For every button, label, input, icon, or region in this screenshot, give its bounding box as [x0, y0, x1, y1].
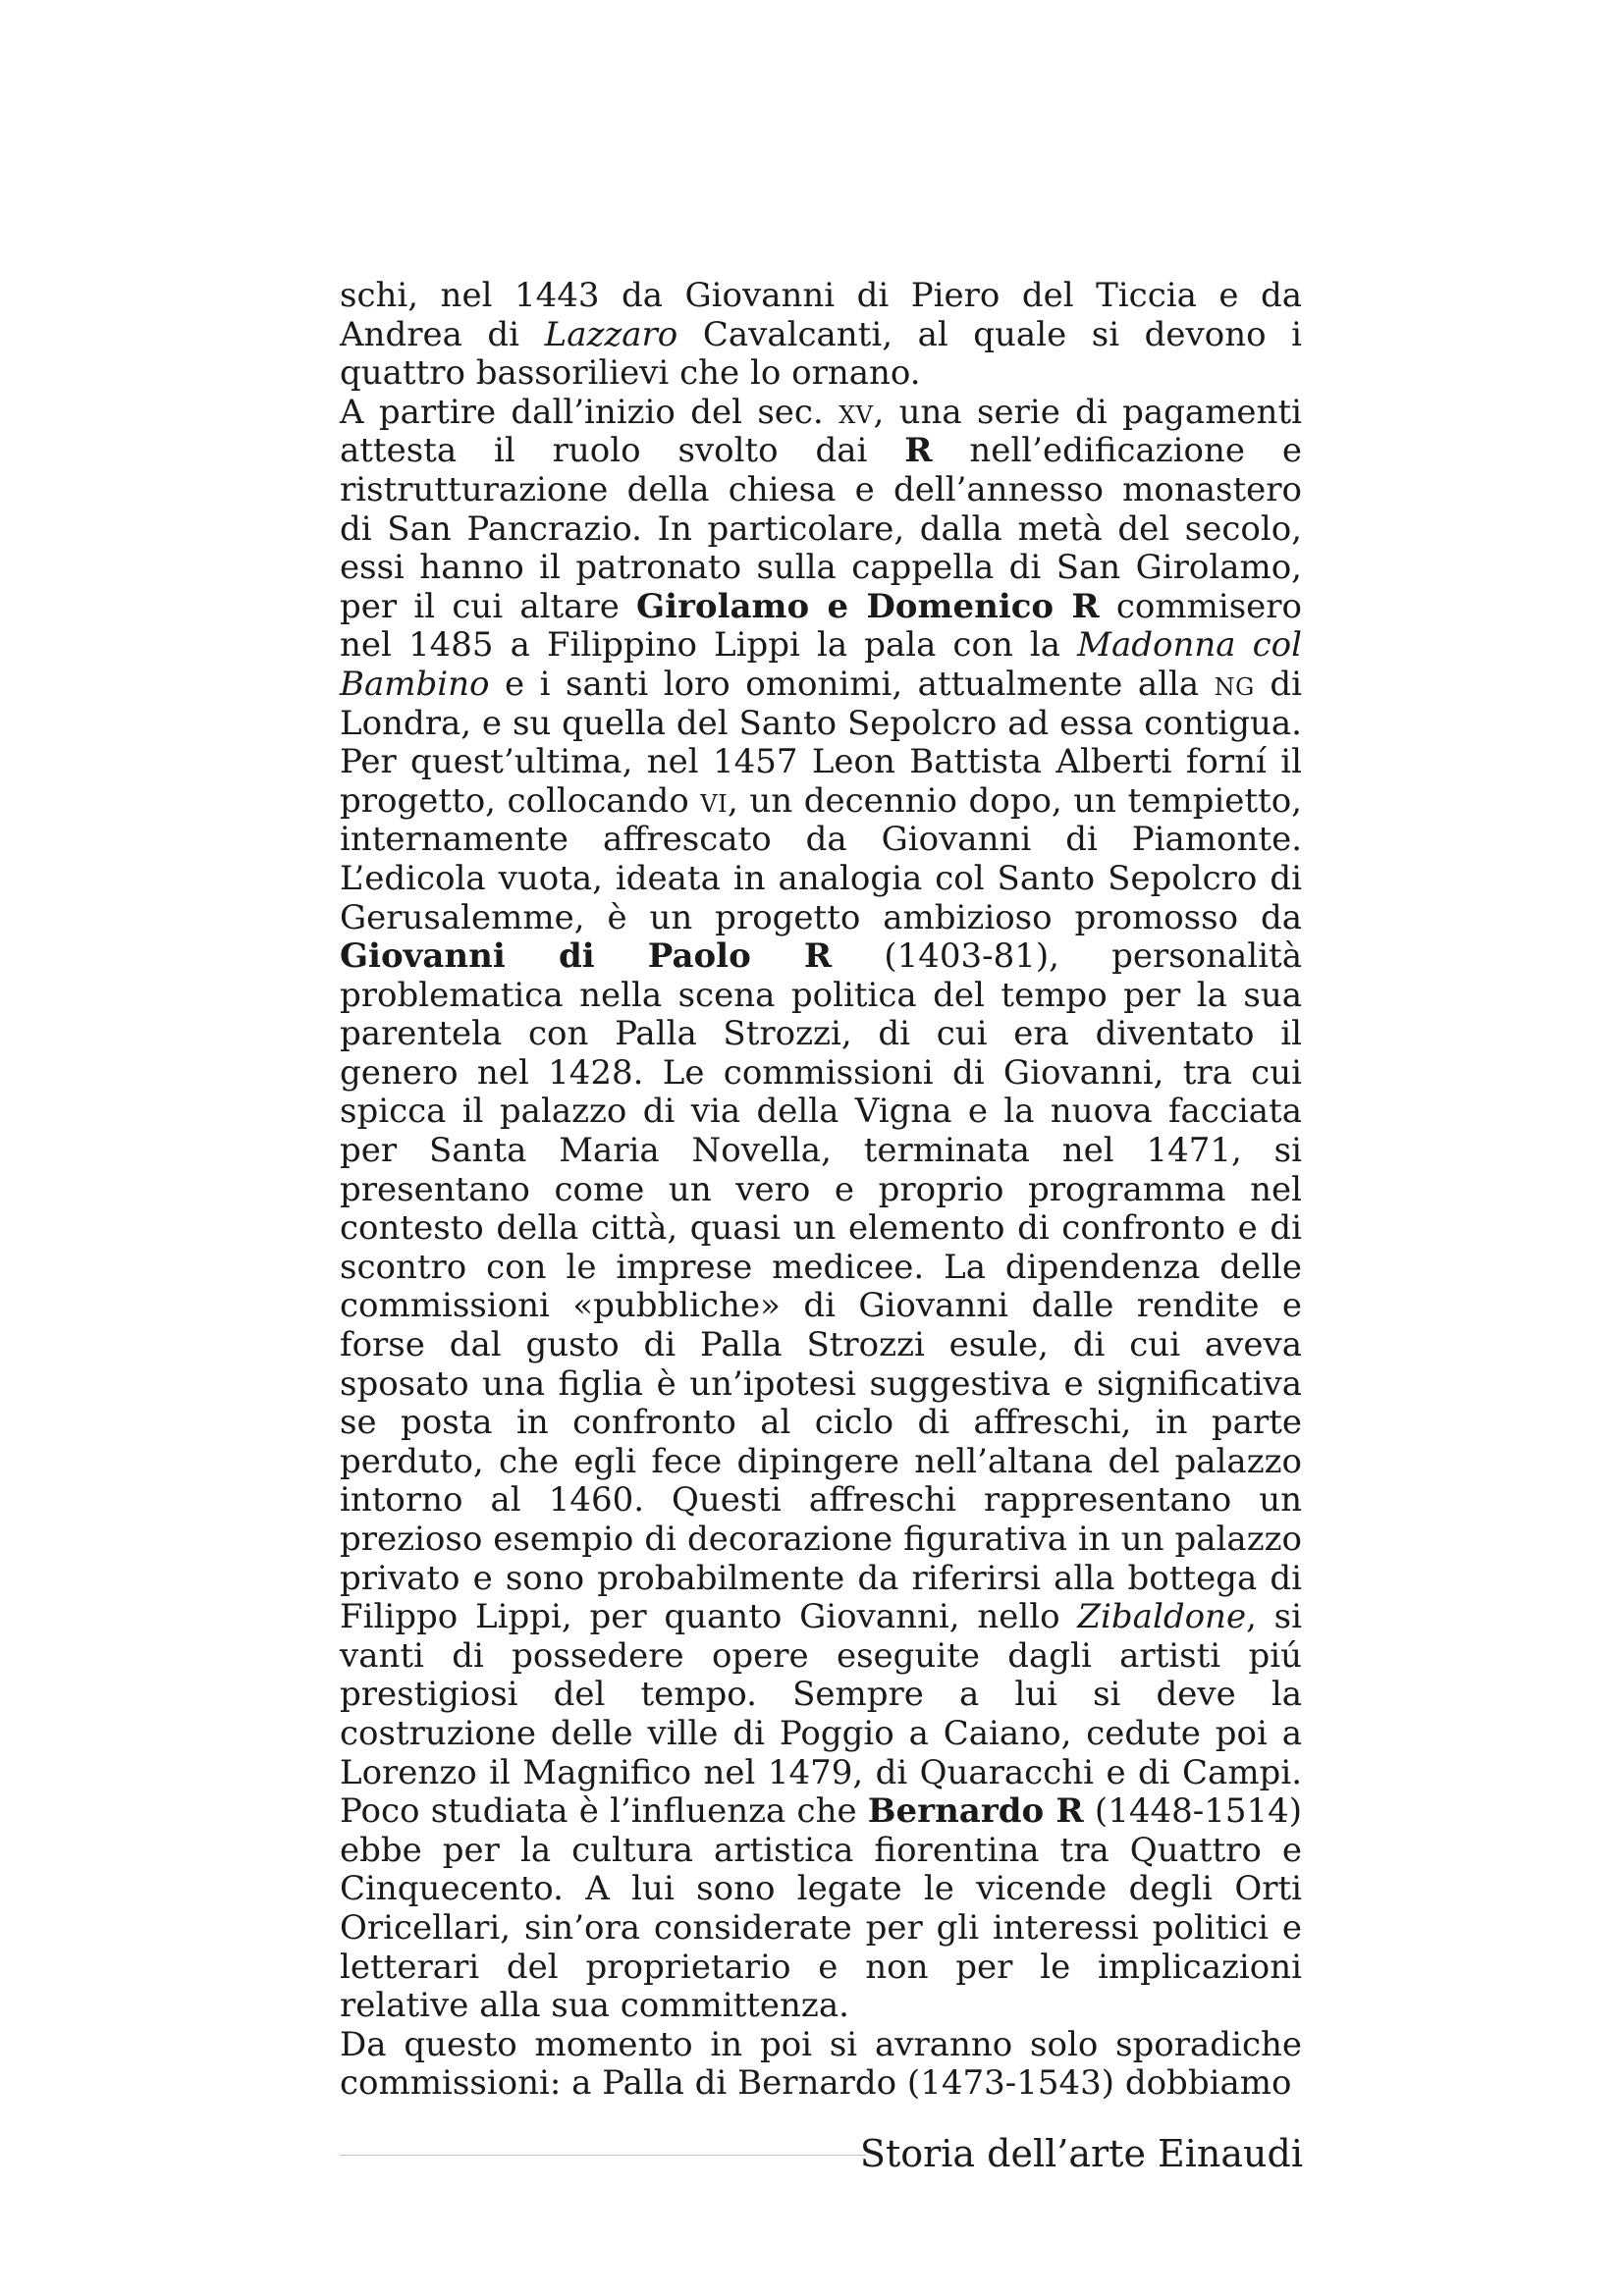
italic-run: Zibaldone — [1077, 1597, 1247, 1637]
small-caps-run: xv — [839, 392, 874, 432]
text-run: , una serie di pagamenti attesta il ruolo svolto dai — [340, 392, 1302, 471]
footer-title: Storia dell’arte Einaudi — [859, 2132, 1303, 2175]
small-caps-run: vi — [700, 780, 729, 821]
text-run: Da questo momento in poi si avranno solo sporadiche commissioni: a Palla di Bernardo ( — [340, 2024, 1302, 2104]
bold-run: R — [904, 431, 933, 471]
italic-run: Madonna col Bambino — [340, 625, 1303, 704]
text-run: , si presentano come un vero e proprio programma nel contesto della città, quasi un elemento di confronto e di scontro con le imprese medicee. La dipendenza delle commissioni «pubbliche» di Giovanni dalle rendite e forse dal gusto di Palla Strozzi esule, di cui aveva sposato una figlia è un’ipotesi suggestiva e significativa se posta in confronto al ciclo di affreschi, in parte perduto, che egli fece dipingere nell’altana del palazzo intorno al — [340, 1131, 1303, 1521]
text-run: da Giovanni di Piero del Ticcia e da Andrea di — [340, 276, 1303, 354]
number-run: 1443 — [514, 276, 600, 315]
text-run: ( — [832, 936, 897, 977]
paragraph — [340, 394, 1302, 2026]
text-run: schi, nel — [340, 276, 514, 315]
number-run: 1471 — [1146, 1131, 1232, 1171]
body-text — [340, 277, 1302, 2104]
paragraph — [340, 277, 1302, 394]
text-run: , un decennio dopo, un tempietto, internamente affrescato da Giovanni di Piamonte. L’edicola vuota, ideata in analogia col Santo Sepolcro di Gerusalemme, è un progetto ambizioso promosso da — [340, 780, 1302, 937]
text-run: . Questi affreschi rappresentano un prezioso esempio di decorazione figurativa in un palazzo privato e sono probabilmente da riferirsi alla bottega di Filippo Lippi, per quanto Giovanni, nello — [340, 1480, 1302, 1637]
text-run: , si vanti di possedere opere eseguite dagli artisti piú prestigiosi del tempo. Sempre a lui si deve la costruzione delle ville di Poggio a Caiano, cedute poi a Lorenzo il Magnifico nel — [340, 1597, 1302, 1792]
text-run: ), personalità problematica nella scena politica del tempo per la sua parentela con Palla Strozzi, di cui era diventato il genero nel — [340, 936, 1302, 1093]
number-run: 1457 — [712, 742, 798, 782]
bold-run: Giovanni di Paolo R — [340, 936, 833, 977]
bold-run: Bernardo R — [867, 1791, 1084, 1832]
number-run: 1479 — [767, 1752, 853, 1792]
text-run: e i santi loro omonimi, attualmente alla — [489, 664, 1215, 704]
small-caps-run: ng — [1214, 664, 1255, 704]
number-run: 1473-1543 — [920, 2063, 1102, 2104]
number-run: 1448-1514 — [1108, 1791, 1289, 1832]
text-run: commisero nel — [340, 586, 1303, 666]
number-run: 1428 — [548, 1052, 633, 1093]
number-run: 1403-81 — [896, 936, 1036, 977]
number-run: 1460 — [548, 1480, 634, 1521]
text-run: ( — [1083, 1791, 1109, 1832]
text-run: ) ebbe per la cultura artistica fiorentina tra Quattro e Cinquecento. A lui sono legate le vicende degli Orti Oricellari, sin’ora considerate per gli interessi politici e letterari del proprietario e non per le implicazioni relative alla sua committenza. — [340, 1791, 1302, 2026]
text-run: A partire dall’inizio del sec. — [340, 392, 839, 432]
number-run: 1485 — [407, 625, 494, 666]
text-run: Cavalcanti, al quale si devono i quattro bassorilievi che lo ornano. — [340, 314, 1302, 394]
text-run: , di Quaracchi e di Campi. Poco studiata è l’influenza che — [340, 1752, 1303, 1832]
text-run: Leon Battista Alberti forní il progetto, collocando — [340, 742, 1302, 821]
text-run: nell’edificazione e ristrutturazione della chiesa e dell’annesso monastero di San Pancrazio. In particolare, dalla metà del secolo, essi hanno il patronato sulla cappella di San Girolamo, per il cui altare — [340, 431, 1302, 626]
text-run: ) dobbiamo — [1101, 2063, 1292, 2104]
text-run: di Londra, e su quella del Santo Sepolcro ad essa contigua. Per quest’ultima, nel — [340, 664, 1302, 782]
footer-rule — [340, 2155, 866, 2156]
paragraph — [340, 2026, 1302, 2104]
bold-run: Girolamo e Domenico R — [636, 586, 1100, 626]
italic-run: Lazzaro — [544, 314, 678, 354]
text-run: a Filippino Lippi la pala con la — [493, 625, 1078, 666]
text-run: . Le commissioni di Giovanni, tra cui spicca il palazzo di via della Vigna e la nuova facciata per Santa Maria Novella, terminata nel — [340, 1052, 1302, 1171]
